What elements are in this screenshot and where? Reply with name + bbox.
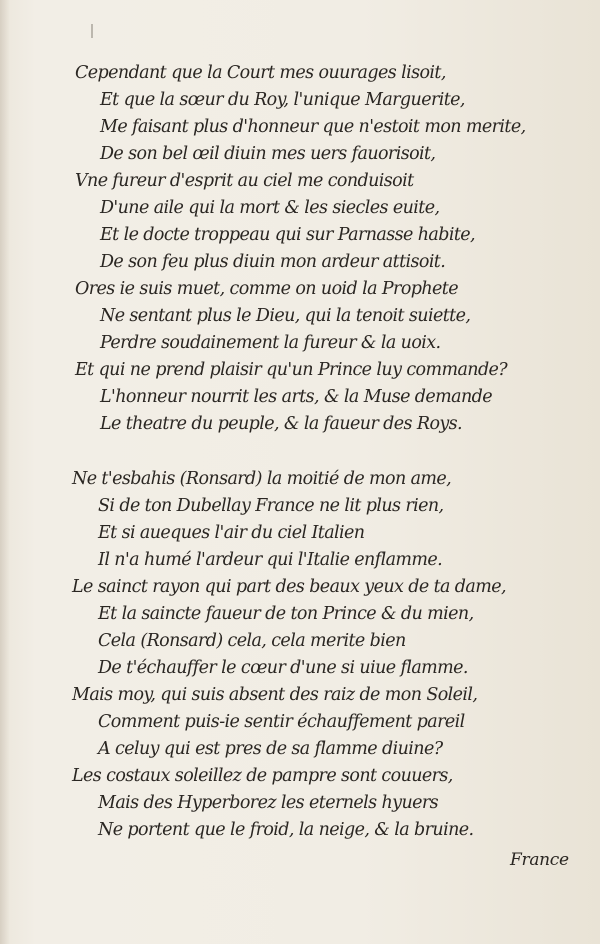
verse-line: Et si aueques l'air du ciel Italien bbox=[98, 523, 365, 543]
verse-line: Et qui ne prend plaisir qu'un Prince luy commande? bbox=[75, 360, 508, 380]
ink-mark bbox=[91, 24, 93, 38]
verse-line: Cependant que la Court mes ouurages lisoit, bbox=[75, 63, 446, 83]
verse-line: L'honneur nourrit les arts, & la Muse demande bbox=[100, 387, 493, 407]
verse-line: Mais des Hyperborez les eternels hyuers bbox=[98, 793, 439, 813]
verse-line: Ores ie suis muet, comme on uoid la Prophete bbox=[75, 279, 458, 299]
verse-line: Comment puis-ie sentir échauffement pareil bbox=[98, 712, 465, 732]
gutter-shadow bbox=[0, 0, 10, 944]
verse-line: D'une aile qui la mort & les siecles euite, bbox=[100, 198, 440, 218]
verse-line: Cela (Ronsard) cela, cela merite bien bbox=[98, 631, 406, 651]
verse-line: Et que la sœur du Roy, l'unique Marguerite, bbox=[100, 90, 465, 110]
verse-line: Ne sentant plus le Dieu, qui la tenoit suiette, bbox=[100, 306, 471, 326]
verse-line: Le theatre du peuple, & la faueur des Roys. bbox=[100, 414, 463, 434]
verse-line: Mais moy, qui suis absent des raiz de mon Soleil, bbox=[72, 685, 478, 705]
verse-line: Vne fureur d'esprit au ciel me conduisoit bbox=[75, 171, 414, 191]
verse-line: Et le docte troppeau qui sur Parnasse habite, bbox=[100, 225, 475, 245]
verse-line: Le sainct rayon qui part des beaux yeux de ta dame, bbox=[72, 577, 506, 597]
catchword: France bbox=[510, 850, 569, 870]
verse-line: Et la saincte faueur de ton Prince & du mien, bbox=[98, 604, 474, 624]
verse-line: Il n'a humé l'ardeur qui l'Italie enflamme. bbox=[98, 550, 443, 570]
verse-line: Ne t'esbahis (Ronsard) la moitié de mon ame, bbox=[72, 469, 452, 489]
verse-line: Ne portent que le froid, la neige, & la bruine. bbox=[98, 820, 474, 840]
verse-line: Si de ton Dubellay France ne lit plus rien, bbox=[98, 496, 444, 516]
verse-line: De son bel œil diuin mes uers fauorisoit, bbox=[100, 144, 436, 164]
verse-line: A celuy qui est pres de sa flamme diuine? bbox=[98, 739, 443, 759]
verse-line: Perdre soudainement la fureur & la uoix. bbox=[100, 333, 441, 353]
verse-line: Les costaux soleillez de pampre sont couuers, bbox=[72, 766, 453, 786]
verse-line: De t'échauffer le cœur d'une si uiue flamme. bbox=[98, 658, 468, 678]
verse-line: Me faisant plus d'honneur que n'estoit mon merite, bbox=[100, 117, 526, 137]
verse-line: De son feu plus diuin mon ardeur attisoit. bbox=[100, 252, 446, 272]
